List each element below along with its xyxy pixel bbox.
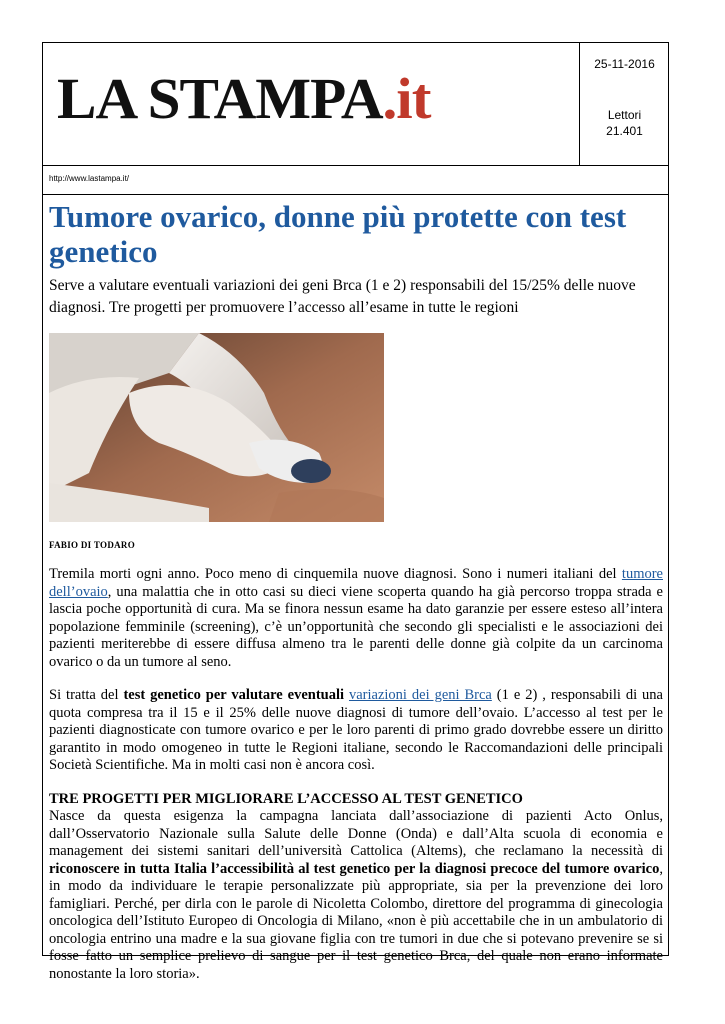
source-url[interactable]: http://www.lastampa.it/ xyxy=(49,174,130,183)
readers-info xyxy=(580,107,669,139)
article-subtitle: Serve a valutare eventuali variazioni dei geni Brca (1 e 2) responsabili del 15/25% delle nuove diagnosi. Tre progetti per promuovere l’accesso all’esame in tutte le regioni xyxy=(49,277,636,316)
article-photo xyxy=(49,333,384,522)
clipping-date: 25-11-2016 xyxy=(594,57,655,71)
paragraph-1: Tremila morti ogni anno. Poco meno di cinquemila nuove diagnosi. Sono i numeri italiani del tumore dell’ovaio, una malattia che in otto casi su dieci viene scoperta quando ha già percorso troppa strada e lascia poche opportunità di cura. Ma se finora nessun esame ha dato garanzie per essere esteso all’intera popolazione femminile (screening), c’è un’opportunità che secondo gli specialisti e le associazioni dei pazienti meriterebbe di essere diffusa almeno tra le parenti delle donne già colpite da un carcinoma ovarico o da un tumore al seno. xyxy=(49,566,663,670)
author-byline: FABIO DI TODARO xyxy=(49,540,136,550)
link-tumore-ovaio[interactable]: tumore dell’ovaio xyxy=(49,566,663,600)
ultrasound-exam-image xyxy=(49,333,384,522)
readers-count: 21.401 xyxy=(606,124,643,138)
paragraph-2: Si tratta del test genetico per valutare eventuali variazioni dei geni Brca (1 e 2) , responsabili di una quota compresa tra il 15 e il 25% delle nuove diagnosi di tumore dell’ovaio. L’accesso al test per le pazienti diagnosticate con tumore ovarico e per le loro parenti di primo grado dovrebbe essere un diritto garantito in modo omogeneo in tutte le Regioni italiane, secondo le Raccomandazioni delle principali Società Scientifiche. Ma in molti casi non è ancora così. xyxy=(49,687,663,773)
section-heading: TRE PROGETTI PER MIGLIORARE L’ACCESSO AL TEST GENETICO xyxy=(49,790,523,807)
la-stampa-logo: LA STAMPA.it xyxy=(57,66,431,131)
article-title: Tumore ovarico, donne più protette con test genetico xyxy=(49,199,627,269)
readers-label: Lettori xyxy=(607,108,642,122)
paragraph-3: Nasce da questa esigenza la campagna lanciata dall’associazione di pazienti Acto Onlus, dall’Osservatorio Nazionale sulla Salute delle Donne (Onda) e dall’Alta scuola di economia e management dei sistemi sanitari dell’università Cattolica (Altems), che reclamano la necessità di riconoscere in tutta Italia l’accessibilità al test genetico per la diagnosi precoce del tumore ovarico, in modo da individuare le terapie personalizzate più appropriate, sia per la prevenzione dei loro famigliari. Perché, per dirla con le parole di Nicoletta Colombo, direttore del programma di ginecologia oncologica dell’Istituto Europeo di Oncologia di Milano, «non è più accettabile che in un ambulatorio di oncologia entrino una madre e la sua giovane figlia con tre tumori in due che si potevano prevenire se si fosse fatto un semplice prelievo di sangue per il test genetico Brca, del quale non erano informate nonostante la loro storia». xyxy=(49,808,663,982)
article xyxy=(49,199,663,983)
clipping-info xyxy=(579,43,669,165)
link-variazioni-brca[interactable]: variazioni dei geni Brca xyxy=(348,687,492,703)
clipping-frame xyxy=(42,42,669,982)
source-row xyxy=(43,165,668,195)
masthead xyxy=(43,43,668,166)
